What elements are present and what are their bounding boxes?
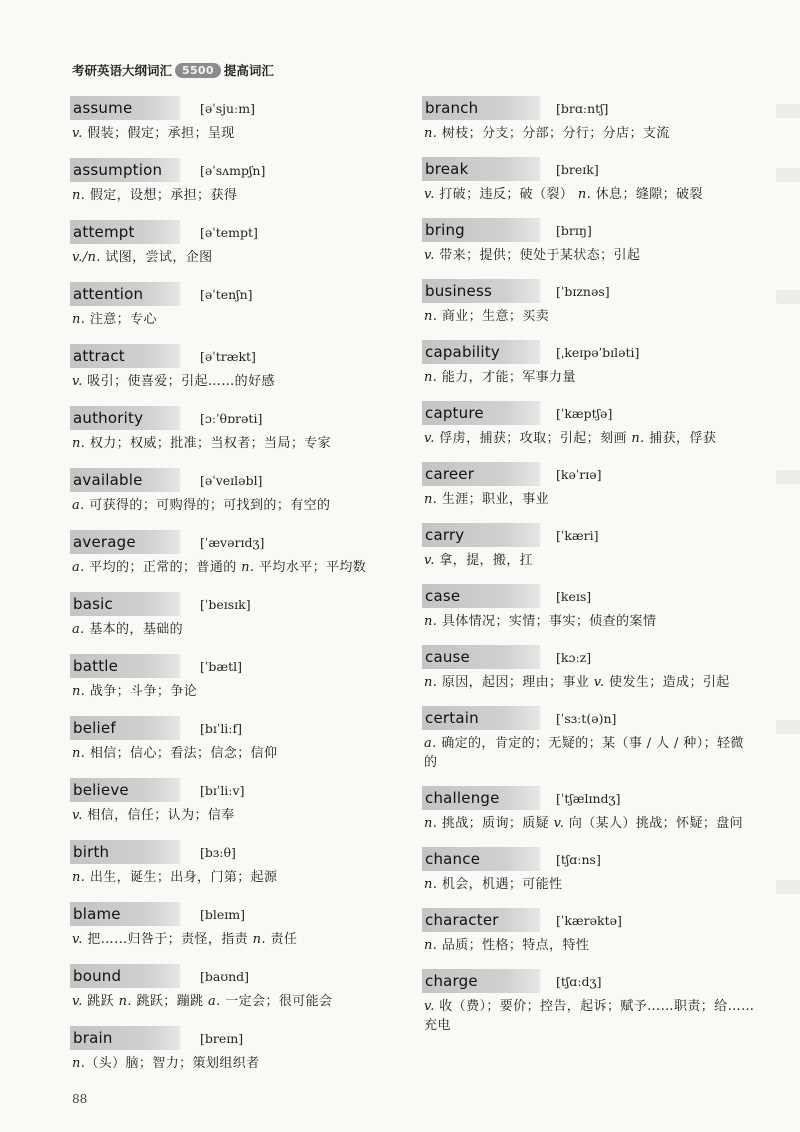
- headword-row: [422, 218, 757, 242]
- definition: [70, 620, 400, 639]
- headword-row: [70, 468, 400, 492]
- decorative-mark: [776, 168, 800, 182]
- headword: capture: [422, 401, 540, 425]
- vocab-entry: [422, 340, 757, 387]
- part-of-speech: n.: [424, 370, 438, 385]
- meaning-text: 原因，起因；理由；事业: [437, 675, 594, 690]
- part-of-speech: a.: [72, 560, 85, 575]
- vocab-entry: [70, 96, 400, 143]
- headword: assume: [70, 96, 180, 120]
- vocab-entry: [70, 964, 400, 1011]
- phonetic: [bleɪm]: [200, 906, 246, 922]
- part-of-speech: v.: [593, 675, 605, 690]
- part-of-speech: a.: [424, 736, 437, 751]
- phonetic: [ˈkæptʃə]: [556, 405, 613, 421]
- headword: bring: [422, 218, 540, 242]
- headword: career: [422, 462, 540, 486]
- meaning-text: 跳跃: [82, 994, 119, 1009]
- vocab-entry: [70, 1026, 400, 1073]
- headword-row: [422, 96, 757, 120]
- definition: [422, 814, 757, 833]
- headword: bound: [70, 964, 180, 988]
- headword-row: [422, 584, 757, 608]
- headword-row: [70, 654, 400, 678]
- headword: believe: [70, 778, 180, 802]
- meaning-text: 品质；性格；特点，特性: [437, 938, 590, 953]
- phonetic: [tʃɑːdʒ]: [556, 973, 602, 989]
- headword-row: [70, 282, 400, 306]
- headword: attempt: [70, 220, 180, 244]
- headword-row: [422, 786, 757, 810]
- meaning-text: 平均的；正常的；普通的: [84, 560, 242, 575]
- meaning-text: 生涯；职业，事业: [437, 492, 550, 507]
- definition: [422, 368, 757, 387]
- phonetic: [ˈsɜːt(ə)n]: [556, 710, 617, 726]
- meaning-text: 带来；提供；使处于某状态；引起: [434, 248, 641, 263]
- vocab-entry: [70, 592, 400, 639]
- definition: [70, 806, 400, 825]
- part-of-speech: n.: [424, 877, 438, 892]
- meaning-text: 向（某人）挑战；怀疑；盘问: [564, 816, 744, 831]
- phonetic: [brɑːntʃ]: [556, 100, 609, 116]
- meaning-text: 使发生；造成；引起: [604, 675, 730, 690]
- headword-row: [422, 157, 757, 181]
- headword: blame: [70, 902, 180, 926]
- headword-row: [70, 220, 400, 244]
- phonetic: [breɪn]: [200, 1030, 244, 1046]
- part-of-speech: v.: [424, 553, 435, 568]
- part-of-speech: n.: [577, 187, 592, 202]
- phonetic: [bɪˈliːf]: [200, 720, 243, 736]
- definition: [70, 186, 400, 205]
- meaning-text: 一定会；很可能会: [220, 994, 333, 1009]
- headword-row: [422, 523, 757, 547]
- definition: [70, 124, 400, 143]
- left-column: [70, 96, 400, 1088]
- phonetic: [ˌkeɪpəˈbɪləti]: [556, 344, 640, 360]
- headword: battle: [70, 654, 180, 678]
- vocab-entry: [70, 530, 400, 577]
- meaning-text: 假装；假定；承担；呈现: [82, 126, 235, 141]
- meaning-text: 权力；权威；批准；当权者；当局；专家: [85, 436, 332, 451]
- headword: business: [422, 279, 540, 303]
- vocab-entry: [70, 716, 400, 763]
- vocab-entry: [422, 462, 757, 509]
- headword-row: [422, 969, 757, 993]
- vocab-entry: [70, 778, 400, 825]
- headword: assumption: [70, 158, 180, 182]
- phonetic: [əˈsʌmpʃn]: [200, 162, 266, 178]
- headword-row: [422, 462, 757, 486]
- meaning-text: 平均水平；平均数: [254, 560, 367, 575]
- header-subtitle: 提高词汇: [223, 63, 274, 78]
- headword-row: [70, 406, 400, 430]
- definition: [422, 997, 757, 1035]
- phonetic: [brɪŋ]: [556, 222, 592, 238]
- definition: [422, 612, 757, 631]
- meaning-text: 试图，尝试，企图: [100, 250, 213, 265]
- definition: [422, 490, 757, 509]
- meaning-text: 基本的，基础的: [84, 622, 184, 637]
- definition: [422, 124, 757, 143]
- definition: [70, 744, 400, 763]
- phonetic: [əˈsjuːm]: [200, 100, 255, 116]
- definition: [70, 434, 400, 453]
- definition: [70, 248, 400, 267]
- vocab-entry: [70, 902, 400, 949]
- decorative-mark: [776, 470, 800, 484]
- meaning-text: 挑战；质询；质疑: [437, 816, 554, 831]
- header-title: 考研英语大纲词汇: [72, 63, 173, 78]
- part-of-speech: a.: [208, 994, 221, 1009]
- vocab-entry: [422, 908, 757, 955]
- definition: [70, 310, 400, 329]
- part-of-speech: n.: [72, 188, 86, 203]
- part-of-speech: v.: [424, 999, 435, 1014]
- vocab-entry: [422, 401, 757, 448]
- headword-row: [422, 706, 757, 730]
- vocab-entry: [422, 218, 757, 265]
- meaning-text: 把……归咎于；责怪，指责: [82, 932, 253, 947]
- phonetic: [ˈtʃælɪndʒ]: [556, 790, 621, 806]
- vocab-entry: [70, 344, 400, 391]
- part-of-speech: v.: [424, 187, 435, 202]
- headword: available: [70, 468, 180, 492]
- definition: [70, 1054, 400, 1073]
- vocab-entry: [70, 840, 400, 887]
- headword: chance: [422, 847, 540, 871]
- phonetic: [ˈkæri]: [556, 527, 599, 543]
- phonetic: [əˈtenʃn]: [200, 286, 253, 302]
- definition: [422, 936, 757, 955]
- meaning-text: （头）脑；智力；策划组织者: [85, 1056, 260, 1071]
- meaning-text: 商业；生意；买卖: [437, 309, 550, 324]
- part-of-speech: n.: [72, 746, 86, 761]
- headword-row: [422, 645, 757, 669]
- vocab-entry: [422, 584, 757, 631]
- part-of-speech: n.: [72, 1056, 86, 1071]
- headword-row: [422, 847, 757, 871]
- headword: authority: [70, 406, 180, 430]
- vocab-entry: [70, 406, 400, 453]
- part-of-speech: n.: [72, 870, 86, 885]
- meaning-text: 树枝；分支；分部；分行；分店；支流: [437, 126, 670, 141]
- meaning-text: 可获得的；可购得的；可找到的；有空的: [84, 498, 331, 513]
- headword: cause: [422, 645, 540, 669]
- definition: [70, 992, 400, 1011]
- definition: [70, 496, 400, 515]
- vocab-entry: [422, 847, 757, 894]
- vocab-entry: [422, 645, 757, 692]
- right-column: [422, 96, 757, 1049]
- part-of-speech: n.: [424, 126, 438, 141]
- phonetic: [ɔːˈθɒrəti]: [200, 410, 263, 426]
- vocab-count-badge: 5500: [175, 63, 221, 78]
- part-of-speech: v.: [72, 808, 83, 823]
- phonetic: [tʃɑːns]: [556, 851, 601, 867]
- part-of-speech: n.: [424, 938, 438, 953]
- headword-row: [70, 964, 400, 988]
- meaning-text: 捕获，俘获: [644, 431, 717, 446]
- vocab-entry: [70, 220, 400, 267]
- headword: case: [422, 584, 540, 608]
- part-of-speech: n.: [631, 431, 645, 446]
- part-of-speech: n.: [424, 816, 438, 831]
- part-of-speech: v.: [72, 994, 83, 1009]
- headword: certain: [422, 706, 540, 730]
- headword: challenge: [422, 786, 540, 810]
- phonetic: [bɪˈliːv]: [200, 782, 245, 798]
- phonetic: [keɪs]: [556, 588, 592, 604]
- meaning-text: 出生，诞生；出身，门第；起源: [85, 870, 278, 885]
- headword-row: [422, 908, 757, 932]
- meaning-text: 机会，机遇；可能性: [437, 877, 563, 892]
- vocab-entry: [422, 279, 757, 326]
- headword: basic: [70, 592, 180, 616]
- part-of-speech: v./n.: [72, 250, 101, 265]
- part-of-speech: v.: [424, 248, 435, 263]
- part-of-speech: n.: [424, 492, 438, 507]
- meaning-text: 责任: [265, 932, 298, 947]
- decorative-mark: [776, 720, 800, 734]
- phonetic: [ˈbætl]: [200, 658, 242, 674]
- vocab-entry: [70, 654, 400, 701]
- headword-row: [70, 1026, 400, 1050]
- headword-row: [70, 716, 400, 740]
- part-of-speech: n.: [252, 932, 266, 947]
- part-of-speech: v.: [72, 374, 83, 389]
- decorative-mark: [776, 290, 800, 304]
- headword-row: [70, 778, 400, 802]
- meaning-text: 具体情况；实情；事实；侦查的案情: [437, 614, 657, 629]
- headword: attention: [70, 282, 180, 306]
- definition: [70, 558, 400, 577]
- phonetic: [baʊnd]: [200, 968, 250, 984]
- meaning-text: 注意；专心: [85, 312, 157, 327]
- headword: carry: [422, 523, 540, 547]
- phonetic: [əˈveɪləbl]: [200, 472, 263, 488]
- part-of-speech: v.: [72, 126, 83, 141]
- vocab-entry: [70, 282, 400, 329]
- definition: [70, 868, 400, 887]
- headword: capability: [422, 340, 540, 364]
- headword-row: [70, 344, 400, 368]
- meaning-text: 俘虏，捕获；攻取；引起；刻画: [434, 431, 632, 446]
- page-number: 88: [72, 1092, 88, 1106]
- page-header: [72, 59, 274, 81]
- meaning-text: 战争；斗争；争论: [85, 684, 198, 699]
- definition: [422, 673, 757, 692]
- meaning-text: 拿，提，搬，扛: [434, 553, 534, 568]
- headword-row: [70, 902, 400, 926]
- part-of-speech: n.: [72, 312, 86, 327]
- definition: [422, 246, 757, 265]
- part-of-speech: n.: [424, 309, 438, 324]
- meaning-text: 休息；缝隙；破裂: [591, 187, 703, 202]
- headword: charge: [422, 969, 540, 993]
- definition: [422, 551, 757, 570]
- part-of-speech: v.: [553, 816, 565, 831]
- part-of-speech: n.: [72, 436, 86, 451]
- vocab-entry: [422, 157, 757, 204]
- vocab-entry: [422, 969, 757, 1035]
- phonetic: [bɜːθ]: [200, 844, 236, 860]
- definition: [70, 372, 400, 391]
- headword-row: [70, 96, 400, 120]
- headword: break: [422, 157, 540, 181]
- definition: [422, 734, 757, 772]
- definition: [422, 185, 757, 204]
- meaning-text: 收（费）；要价；控告，起诉；赋予……职责；给……充电: [424, 999, 755, 1033]
- part-of-speech: n.: [72, 684, 86, 699]
- headword-row: [422, 401, 757, 425]
- phonetic: [ˈbɪznəs]: [556, 283, 610, 299]
- part-of-speech: v.: [72, 932, 83, 947]
- phonetic: [kəˈrɪə]: [556, 466, 602, 482]
- vocab-entry: [422, 786, 757, 833]
- phonetic: [ˈbeɪsɪk]: [200, 596, 251, 612]
- definition: [422, 429, 757, 448]
- phonetic: [ˈævərɪdʒ]: [200, 534, 265, 550]
- headword-row: [70, 158, 400, 182]
- definition: [70, 682, 400, 701]
- phonetic: [əˈtempt]: [200, 224, 258, 240]
- meaning-text: 吸引；使喜爱；引起……的好感: [82, 374, 275, 389]
- meaning-text: 相信；信心；看法；信念；信仰: [85, 746, 278, 761]
- headword: average: [70, 530, 180, 554]
- meaning-text: 能力，才能；军事力量: [437, 370, 576, 385]
- part-of-speech: n.: [424, 614, 438, 629]
- part-of-speech: n.: [241, 560, 255, 575]
- vocab-entry: [422, 96, 757, 143]
- phonetic: [əˈtrækt]: [200, 348, 256, 364]
- headword: belief: [70, 716, 180, 740]
- headword-row: [422, 279, 757, 303]
- vocab-entry: [422, 523, 757, 570]
- decorative-mark: [776, 104, 800, 118]
- headword-row: [70, 592, 400, 616]
- vocab-entry: [70, 468, 400, 515]
- definition: [70, 930, 400, 949]
- vocab-entry: [70, 158, 400, 205]
- meaning-text: 相信，信任；认为；信奉: [82, 808, 235, 823]
- part-of-speech: a.: [72, 498, 85, 513]
- headword: attract: [70, 344, 180, 368]
- part-of-speech: n.: [118, 994, 132, 1009]
- phonetic: [ˈkærəktə]: [556, 912, 622, 928]
- phonetic: [breɪk]: [556, 161, 599, 177]
- decorative-mark: [776, 880, 800, 894]
- definition: [422, 875, 757, 894]
- meaning-text: 确定的，肯定的；无疑的；某（事 / 人 / 种）；轻微的: [424, 736, 744, 770]
- part-of-speech: n.: [424, 675, 438, 690]
- headword-row: [422, 340, 757, 364]
- part-of-speech: a.: [72, 622, 85, 637]
- meaning-text: 打破；违反；破（裂）: [434, 187, 578, 202]
- headword: birth: [70, 840, 180, 864]
- headword: character: [422, 908, 540, 932]
- meaning-text: 假定，设想；承担；获得: [85, 188, 238, 203]
- phonetic: [kɔːz]: [556, 649, 592, 665]
- definition: [422, 307, 757, 326]
- part-of-speech: v.: [424, 431, 435, 446]
- headword: branch: [422, 96, 540, 120]
- headword: brain: [70, 1026, 180, 1050]
- headword-row: [70, 530, 400, 554]
- meaning-text: 跳跃；蹦跳: [131, 994, 208, 1009]
- vocab-entry: [422, 706, 757, 772]
- headword-row: [70, 840, 400, 864]
